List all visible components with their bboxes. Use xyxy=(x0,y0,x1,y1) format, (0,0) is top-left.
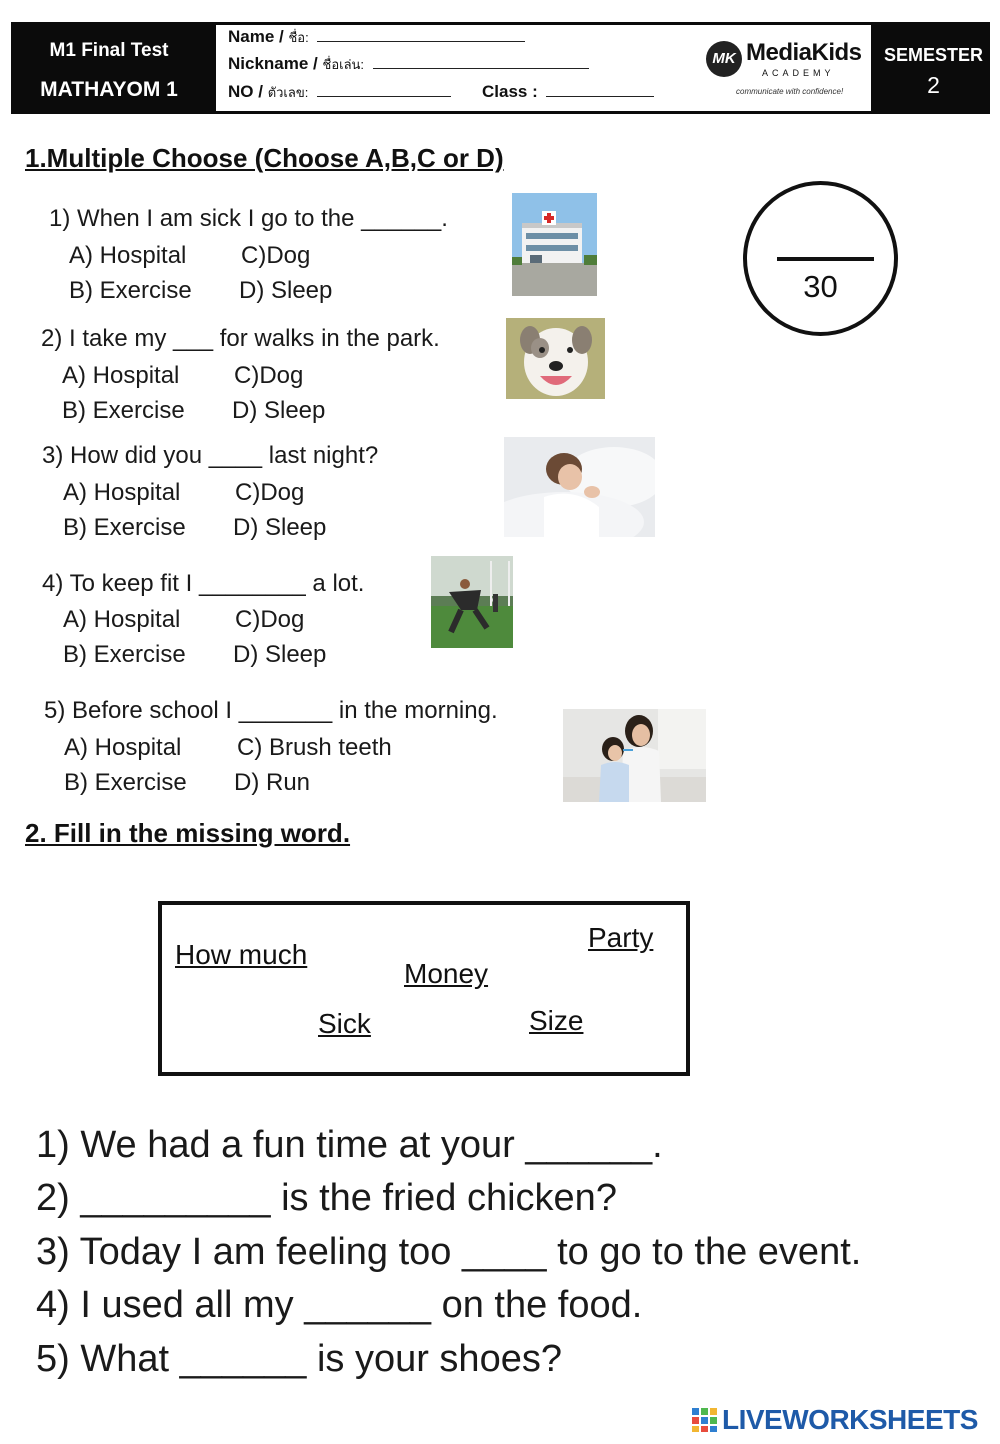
q3-option-b[interactable]: B) Exercise xyxy=(63,514,186,541)
class-blank[interactable] xyxy=(546,82,654,97)
class-field[interactable] xyxy=(482,82,654,102)
section2-title: 2. Fill in the missing word. xyxy=(25,818,351,848)
test-info-panel xyxy=(11,22,207,114)
q2-option-b[interactable]: B) Exercise xyxy=(62,397,185,424)
fill-sentence-4[interactable]: 4) I used all my ______ on the food. xyxy=(36,1284,643,1326)
question-5: 5) Before school I _______ in the morning. xyxy=(44,697,498,724)
score-blank[interactable] xyxy=(777,257,874,261)
soccer-training-image xyxy=(431,556,513,648)
test-title: M1 Final Test xyxy=(49,40,169,61)
name-label: Name / xyxy=(228,27,284,46)
q2-option-a[interactable]: A) Hospital xyxy=(62,362,180,389)
word-money: Money xyxy=(404,958,489,989)
word-size: Size xyxy=(529,1005,584,1036)
fill-sentence-5[interactable]: 5) What ______ is your shoes? xyxy=(36,1338,562,1380)
q1-option-d[interactable]: D) Sleep xyxy=(239,277,333,304)
semester-panel xyxy=(877,22,990,114)
q4-option-a[interactable]: A) Hospital xyxy=(63,606,181,633)
nickname-thai-label: ชื่อเล่น: xyxy=(322,57,365,72)
class-label: Class : xyxy=(482,82,538,101)
q5-option-b[interactable]: B) Exercise xyxy=(64,769,187,796)
q5-option-d[interactable]: D) Run xyxy=(234,769,311,796)
hospital-image xyxy=(512,193,597,296)
fill-sentence-3[interactable]: 3) Today I am feeling too ____ to go to the event. xyxy=(36,1231,862,1273)
q4-option-c[interactable]: C)Dog xyxy=(235,606,305,633)
score-total: 30 xyxy=(803,269,838,304)
q3-option-c[interactable]: C)Dog xyxy=(235,479,305,506)
name-blank[interactable] xyxy=(317,27,525,42)
q5-option-a[interactable]: A) Hospital xyxy=(64,734,182,761)
logo-academy: ACADEMY xyxy=(762,68,835,78)
q3-option-a[interactable]: A) Hospital xyxy=(63,479,181,506)
liveworksheets-brand: LIVEWORKSHEETS xyxy=(722,1404,978,1435)
student-info-panel xyxy=(216,25,871,111)
liveworksheets-grid-icon xyxy=(692,1408,718,1432)
score-circle xyxy=(743,181,898,336)
no-thai-label: ตัวเลข: xyxy=(267,85,309,100)
brushing-teeth-image xyxy=(563,709,706,802)
no-blank[interactable] xyxy=(317,82,451,97)
name-field[interactable] xyxy=(228,27,525,48)
q3-option-d[interactable]: D) Sleep xyxy=(233,514,327,541)
fill-sentence-1[interactable]: 1) We had a fun time at your ______. xyxy=(36,1124,663,1166)
q2-option-c[interactable]: C)Dog xyxy=(234,362,304,389)
word-how-much: How much xyxy=(175,939,308,970)
q5-option-c[interactable]: C) Brush teeth xyxy=(237,734,392,761)
section1-title: 1.Multiple Choose (Choose A,B,C or D) xyxy=(25,143,504,173)
dog-image xyxy=(506,318,605,399)
q1-option-b[interactable]: B) Exercise xyxy=(69,277,192,304)
word-sick: Sick xyxy=(318,1008,371,1039)
number-field[interactable] xyxy=(228,82,451,103)
no-label: NO / xyxy=(228,82,263,101)
semester-value: 2 xyxy=(927,72,940,98)
q1-option-c[interactable]: C)Dog xyxy=(241,242,311,269)
q4-option-d[interactable]: D) Sleep xyxy=(233,641,327,668)
logo-name: MediaKids xyxy=(746,39,862,66)
nickname-field[interactable] xyxy=(228,54,589,75)
level-label: MATHAYOM 1 xyxy=(40,78,178,101)
logo-tagline: communicate with confidence! xyxy=(736,87,844,96)
nickname-blank[interactable] xyxy=(373,54,589,69)
question-3: 3) How did you ____ last night? xyxy=(42,442,379,469)
semester-label: SEMESTER xyxy=(883,45,984,65)
question-4: 4) To keep fit I ________ a lot. xyxy=(42,570,365,597)
question-1: 1) When I am sick I go to the ______. xyxy=(49,205,448,232)
logo-badge: MK xyxy=(706,41,742,77)
worksheet-header xyxy=(11,22,990,114)
word-bank xyxy=(158,901,690,1076)
mediakids-logo xyxy=(706,35,866,99)
question-2: 2) I take my ___ for walks in the park. xyxy=(41,325,440,352)
q2-option-d[interactable]: D) Sleep xyxy=(232,397,326,424)
nickname-label: Nickname / xyxy=(228,54,318,73)
name-thai-label: ชื่อ: xyxy=(288,30,309,45)
q1-option-a[interactable]: A) Hospital xyxy=(69,242,187,269)
word-party: Party xyxy=(588,922,654,953)
fill-sentence-2[interactable]: 2) _________ is the fried chicken? xyxy=(36,1177,617,1219)
q4-option-b[interactable]: B) Exercise xyxy=(63,641,186,668)
sleeping-woman-image xyxy=(504,437,655,537)
